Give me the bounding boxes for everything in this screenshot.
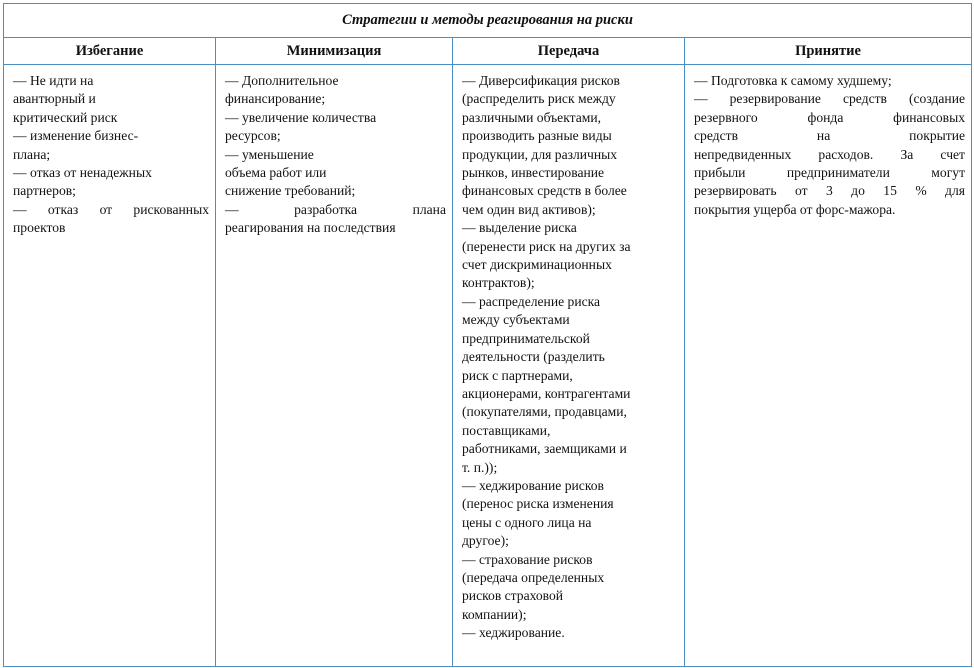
cell-line: резервировать от 3 до 15 % для bbox=[694, 183, 966, 199]
cell-line: — Подготовка к самому худшему; bbox=[694, 73, 892, 88]
cell-line: снижение требований; bbox=[225, 183, 356, 199]
cell-line: (передача определенных bbox=[462, 569, 605, 585]
cell-line: финансирование; bbox=[225, 91, 326, 107]
cell-line: продукции, для различных bbox=[462, 146, 618, 162]
table-caption: Стратегии и методы реагирования на риски bbox=[4, 4, 972, 38]
cell-line: плана; bbox=[13, 146, 51, 162]
cell-line: покрытия ущерба от форс-мажора. bbox=[694, 201, 896, 217]
cell-line: — разработка плана bbox=[225, 201, 446, 217]
cell-line: чем один вид активов); bbox=[462, 201, 596, 217]
cell-line: деятельности (разделить bbox=[462, 349, 605, 365]
cell-line: финансовых средств в более bbox=[462, 183, 627, 199]
cell-line: непредвиденных расходов. За счет bbox=[694, 146, 966, 162]
cell-line: т. п.)); bbox=[462, 459, 498, 475]
cell-line: — хеджирование. bbox=[462, 625, 565, 641]
cell-line: работниками, заемщиками и bbox=[462, 441, 627, 457]
cell-line: ресурсов; bbox=[225, 128, 281, 144]
cell-line: — отказ от рискованных bbox=[13, 201, 209, 217]
cell-line: рисков страховой bbox=[462, 588, 564, 604]
cell-line: компании); bbox=[462, 606, 527, 622]
table-header-row bbox=[4, 38, 972, 65]
column-header-acceptance: Принятие bbox=[685, 38, 972, 65]
cell-line: рынков, инвестирование bbox=[462, 165, 605, 181]
cell-line: риск с партнерами, bbox=[462, 367, 573, 383]
cell-line: — Диверсификация рисков bbox=[462, 73, 620, 88]
cell-line: предпринимательской bbox=[462, 330, 590, 346]
cell-line: — увеличение количества bbox=[225, 109, 377, 125]
table-body-row bbox=[4, 65, 972, 667]
cell-line: — Дополнительное bbox=[225, 73, 339, 88]
cell-line: — отказ от ненадежных bbox=[13, 165, 152, 181]
cell-line: резервного фонда финансовых bbox=[694, 109, 966, 125]
cell-line: — Не идти на bbox=[13, 73, 94, 88]
cell-line: контрактов); bbox=[462, 275, 535, 291]
cell-line: средств на покрытие bbox=[694, 128, 966, 144]
cell-avoidance bbox=[4, 65, 216, 667]
cell-line: другое); bbox=[462, 533, 509, 549]
risk-strategies-table bbox=[3, 3, 972, 667]
cell-line: (перенос риска изменения bbox=[462, 496, 614, 512]
cell-acceptance bbox=[685, 65, 972, 667]
cell-line: — уменьшение bbox=[225, 146, 314, 162]
column-header-avoidance: Избегание bbox=[4, 38, 216, 65]
cell-line: партнеров; bbox=[13, 183, 76, 199]
cell-line: проектов bbox=[13, 220, 66, 236]
column-header-transfer: Передача bbox=[453, 38, 685, 65]
cell-line: акционерами, контрагентами bbox=[462, 385, 631, 401]
cell-line: цены с одного лица на bbox=[462, 514, 592, 530]
cell-line: счет дискриминационных bbox=[462, 257, 612, 273]
cell-transfer bbox=[453, 65, 685, 667]
cell-line: — резервирование средств (создание bbox=[694, 91, 966, 107]
cell-line: — хеджирование рисков bbox=[462, 477, 604, 493]
cell-line: авантюрный и bbox=[13, 91, 96, 107]
cell-line: производить разные виды bbox=[462, 128, 612, 144]
cell-line: (распределить риск между bbox=[462, 91, 616, 107]
cell-line: различными объектами, bbox=[462, 109, 602, 125]
column-header-minimization: Минимизация bbox=[216, 38, 453, 65]
cell-line: прибыли предприниматели могут bbox=[694, 165, 966, 181]
table-caption-row bbox=[4, 4, 972, 38]
cell-line: (покупателями, продавцами, bbox=[462, 404, 627, 420]
cell-line: между субъектами bbox=[462, 312, 570, 328]
cell-line: — выделение риска bbox=[462, 220, 577, 236]
cell-line: (перенести риск на других за bbox=[462, 238, 631, 254]
cell-line: поставщиками, bbox=[462, 422, 551, 438]
cell-line: объема работ или bbox=[225, 165, 327, 181]
cell-line: — изменение бизнес- bbox=[13, 128, 139, 144]
cell-minimization bbox=[216, 65, 453, 667]
cell-line: — страхование рисков bbox=[462, 551, 593, 567]
cell-line: критический риск bbox=[13, 109, 118, 125]
cell-line: реагирования на последствия bbox=[225, 220, 396, 236]
cell-line: — распределение риска bbox=[462, 293, 601, 309]
